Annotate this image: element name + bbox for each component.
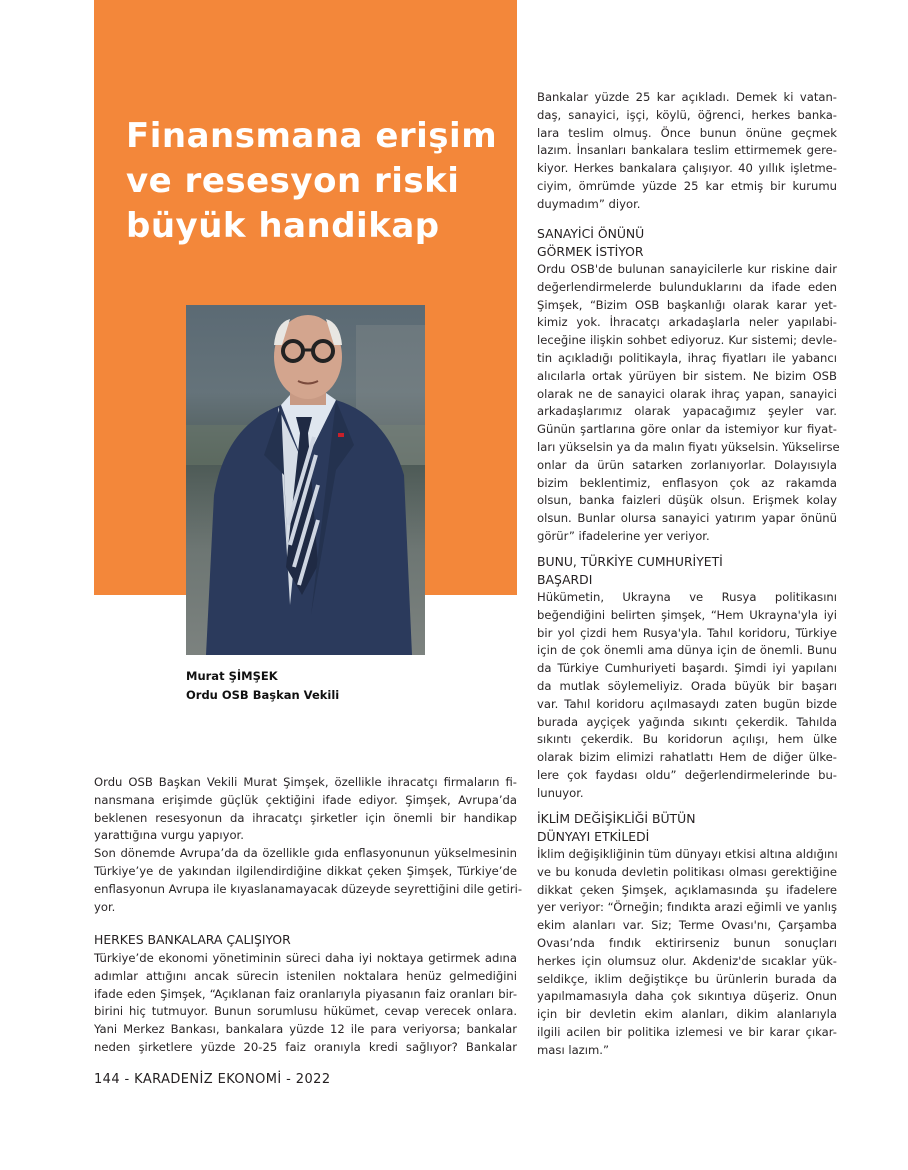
heading-line: HERKES BANKALARA ÇALIŞIYOR	[94, 932, 291, 947]
text-line: duymadım” diyor.	[537, 196, 641, 211]
text-line: kimiz yok. İhracatçı arkadaşlarla neler yapılabi-	[537, 315, 837, 330]
text-line: daş, sanayici, işçi, köylü, öğrenci, herkes banka-	[537, 107, 837, 122]
portrait-photo	[186, 305, 425, 655]
text-line: burada ayçiçek yağında sıkıntı çekerdik. Tahılda	[537, 714, 837, 729]
text-line: olsun. Bunlar olursa sanayici yatırım yapar önünü	[537, 511, 837, 526]
text-line: Günün şartlarına göre onlar da istemiyor kur fiyat-	[537, 422, 837, 437]
text-line: Hükümetin, Ukrayna ve Rusya politikasını	[537, 590, 837, 604]
text-line: olsun, banka faizleri düşük olsun. Erişmek kolay	[537, 493, 837, 508]
text-line: nansmana erişimde güçlük çektiğini ifade ediyor. Şimşek, Avrupa’da	[94, 792, 517, 807]
text-line: lere çok faydası oldu” değerlendirmelerinde bu-	[537, 767, 837, 782]
section-heading-iklim	[537, 810, 695, 845]
text-line: tin açıkladığı politikayla, ihraç fiyatları ile yabancı	[537, 350, 837, 365]
text-line: İklim değişikliğinin tüm dünyayı etkisi altına aldığını	[537, 847, 838, 861]
text-line: ilgili acilen bir politika izlemesi ve bir karar çıkar-	[537, 1024, 837, 1039]
text-line: beğendiğini belirten şimşek, “Hem Ukrayna'yla iyi	[537, 607, 837, 622]
photo-caption	[186, 667, 339, 705]
text-line: onlar da ürün satarken zorlanıyorlar. Dolayısıyla	[537, 457, 837, 472]
caption-name: Murat ŞİMŞEK	[186, 669, 278, 683]
text-line: kiyor. Herkes bankalara çalışıyor. 40 yıllık işletme-	[537, 161, 837, 176]
caption-title: Ordu OSB Başkan Vekili	[186, 688, 340, 702]
text-line: görür” ifadelerine yer veriyor.	[537, 528, 710, 543]
heading-line: DÜNYAYI ETKİLEDİ	[537, 828, 650, 844]
text-line: lazım. İnsanları bankalara teslim ettirmemek gere-	[537, 143, 837, 158]
text-line: olarak ne de sanayici olarak ihraç yapan, sanayici	[537, 386, 837, 401]
text-line: yer veriyor: “Örneğin; fındıkta arazi eğimli ve yanlış	[537, 900, 837, 915]
text-line: Yani Merkez Bankası, bankalara yüzde 12 ile para veriyorsa; bankalar	[94, 1022, 517, 1037]
text-line: dikkat çeken Şimşek, açıklamasında şu ifadelere	[537, 882, 837, 897]
text-line: Türkiye’de ekonomi yönetiminin süreci daha iyi noktaya getirmek adına	[94, 951, 517, 965]
text-line: enflasyonun Avrupa ile kıyaslanamayacak düzeyde seyrettiğini dile getiri-	[94, 881, 523, 896]
text-line: ması lazım.”	[537, 1042, 609, 1057]
text-line: için bir devletin ekim alanları, dikim alanlarıyla	[537, 1007, 837, 1022]
text-line: var. Tahıl koridoru açılmasaydı zaten bugün bizde	[537, 696, 837, 711]
text-line: değerlendirmelerde bulunduklarını da ifade eden	[537, 279, 837, 294]
heading-line: SANAYİCİ ÖNÜNÜ	[537, 226, 645, 241]
text-line: ifade eden Şimşek, “Açıklanan faiz oranlarıyla piyasanın faiz oranları bir-	[94, 986, 517, 1001]
portrait-illustration	[186, 305, 425, 655]
heading-line: BUNU, TÜRKİYE CUMHURİYETİ	[537, 554, 723, 569]
text-line: adımlar attığını ancak sürecin istenilen noktalara henüz gelmediğini	[94, 968, 517, 983]
headline-line-3: büyük handikap	[126, 206, 440, 246]
text-line: olarak bizim elimizi rahatlattı Hem de diğer ülke-	[537, 750, 837, 765]
text-line: alıcılarla ortak yürüyen bir sistem. Ne bizim OSB	[537, 368, 837, 383]
text-line: ve bu konuda devletin politikası olması gerektiğine	[537, 864, 837, 879]
section-heading-sanayici	[537, 225, 644, 260]
section-heading-basardi	[537, 553, 723, 588]
text-line: Türkiye’ye de yakından ilgilendirdiğine dikkat çeken Şimşek, Türkiye’de	[94, 863, 517, 878]
text-line: bir yol çizdi hem Rusya'yla. Tahıl koridoru, Türkiye	[537, 625, 837, 640]
section-body-iklim	[537, 846, 837, 1060]
text-line: ları yükselsin ya da malın fiyatı yükselsin. Yükselirse	[537, 439, 840, 454]
headline-line-1: Finansmana erişim	[126, 116, 498, 156]
text-line: neden şirketlere yüzde 20-25 faiz oranıyla kredi sağlıyor? Bankalar	[94, 1039, 517, 1054]
text-line: yarattığına vurgu yapıyor.	[94, 828, 244, 843]
text-line: Şimşek, “Bizim OSB başkanlığı olarak karar yet-	[537, 297, 837, 312]
text-line: Ovası’nda fındık ektirirseniz bunun sonuçları	[537, 935, 837, 950]
text-line: birini hiç tutmuyor. Bunun sorumlusu hükümet, cevap verecek onlara.	[94, 1004, 517, 1019]
text-line: Bankalar yüzde 25 kar açıkladı. Demek ki vatan-	[537, 90, 837, 104]
text-line: için de çok önemli ama dünya için de önemli. Bunu	[537, 643, 837, 658]
intro-paragraph	[94, 774, 523, 916]
text-line: yor.	[94, 899, 116, 914]
text-line: ekim alanları var. Siz; Terme Ovası'nı, Çarşamba	[537, 918, 837, 933]
text-line: seldikçe, iklim değiştikçe bu ürünlerin burada da	[537, 971, 837, 986]
text-line: sıkıntı çekerdik. Bu koridorun açılışı, hem ülke	[537, 732, 837, 747]
text-line: lunuyor.	[537, 785, 584, 800]
section-heading-herkes	[94, 931, 291, 949]
section-body-herkes	[94, 950, 517, 1057]
text-line: lara teslim olmuş. Önce bunun önüne geçmek	[537, 125, 837, 140]
continuation-paragraph	[537, 89, 837, 214]
text-line: Ordu OSB'de bulunan sanayicilerle kur riskine dair	[537, 262, 837, 276]
headline-line-2: ve resesyon riski	[126, 161, 460, 201]
text-line: leceğine ilişkin sohbet ediyoruz. Kur sistemi; devle-	[537, 333, 837, 348]
heading-line: İKLİM DEĞİŞİKLİĞİ BÜTÜN	[537, 811, 696, 826]
text-line: herkes için olumsuz olur. Akdeniz'de sıcaklar yük-	[537, 953, 837, 968]
text-line: ciyim, ömrümde yüzde 25 kar etmiş bir kurumu	[537, 178, 837, 193]
heading-line: GÖRMEK İSTİYOR	[537, 243, 644, 259]
text-line: beklenen resesyonun da ihracatçı şirketler için önemli bir handikap	[94, 810, 517, 825]
section-body-basardi	[537, 589, 837, 803]
text-line: arkadaşlarımız olarak yapacağımız şeyler var.	[537, 404, 837, 419]
section-body-sanayici	[537, 261, 840, 546]
page-footer: 144 - KARADENİZ EKONOMİ - 2022	[94, 1072, 331, 1087]
text-line: Son dönemde Avrupa’da da özellikle gıda enflasyonunun yükselmesinin	[94, 846, 517, 861]
text-line: da Türkiye Cumhuriyeti başardı. Şimdi iyi yapılanı	[537, 661, 837, 676]
text-line: da mutlak söylemeliyiz. Orada büyük bir başarı	[537, 678, 837, 693]
text-line: Ordu OSB Başkan Vekili Murat Şimşek, özellikle ihracatçı firmaların fi-	[94, 775, 517, 789]
text-line: bizim beklentimiz, enflasyon çok az rakamda	[537, 475, 837, 490]
article-headline	[126, 114, 506, 249]
text-line: yapılmamasıyla daha çok sıkıntıya düşeriz. Onun	[537, 989, 837, 1004]
heading-line: BAŞARDI	[537, 571, 593, 587]
